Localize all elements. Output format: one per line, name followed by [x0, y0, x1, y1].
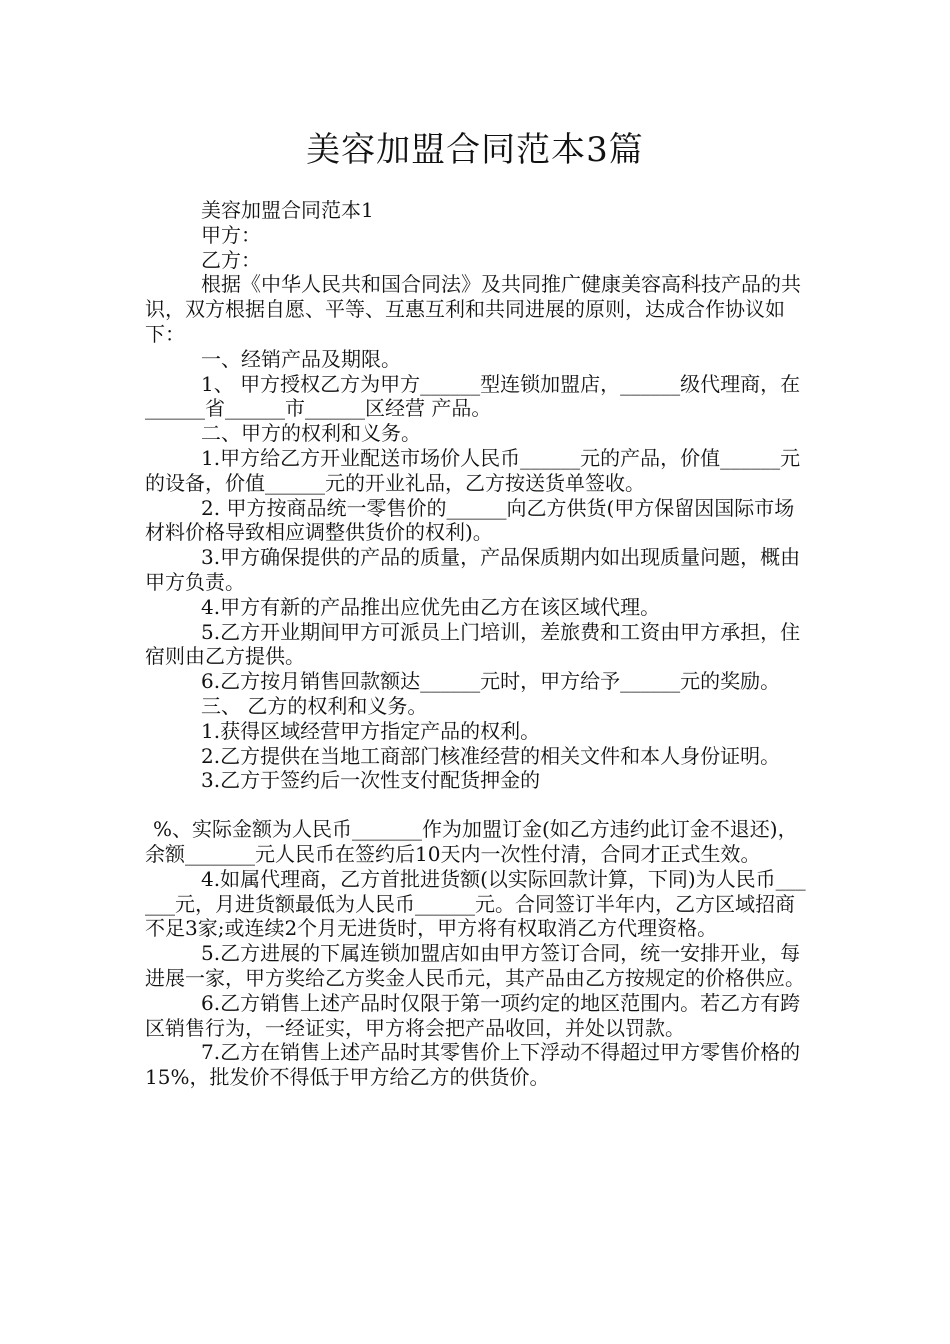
clause-heading-2: 二、甲方的权利和义务。 — [201, 421, 421, 446]
clause-2-6: 6.乙方按月销售回款额达______元时，甲方给予______元的奖励。 — [201, 669, 781, 694]
clause-heading-3: 三、 乙方的权利和义务。 — [201, 693, 428, 718]
clause-1-1: 1、 甲方授权乙方为甲方______型连锁加盟店，______级代理商，在______省______市______区经营 产品。 — [145, 371, 801, 421]
clause-2-5: 5.乙方开业期间甲方可派员上门培训，差旅费和工资由甲方承担，住宿则由乙方提供。 — [145, 619, 801, 669]
clause-3-1: 1.获得区域经营甲方指定产品的权利。 — [201, 718, 541, 743]
clause-3-3-continued: %、实际金额为人民币_______作为加盟订金(如乙方违约此订金不退还)，余额_______元人民币在签约后10天内一次性付清，合同才正式生效。 — [145, 817, 798, 866]
clause-2-3: 3.甲方确保提供的产品的质量，产品保质期内如出现质量问题，概由甲方负责。 — [145, 545, 801, 594]
clause-2-1: 1.甲方给乙方开业配送市场价人民币______元的产品，价值______元的设备，价值______元的开业礼品，乙方按送货单签收。 — [145, 445, 801, 495]
party-a-line: 甲方： — [201, 222, 261, 247]
clause-3-6: 6.乙方销售上述产品时仅限于第一项约定的地区范围内。若乙方有跨区销售行为，一经证实，甲方将会把产品收回，并处以罚款。 — [145, 990, 801, 1040]
clause-3-2: 2.乙方提供在当地工商部门核准经营的相关文件和本人身份证明。 — [201, 743, 781, 768]
section-heading-contract-1: 美容加盟合同范本1 — [201, 198, 374, 222]
clause-2-2: 2. 甲方按商品统一零售价的______向乙方供货(甲方保留因国际市场材料价格导致相应调整供货价的权利)。 — [145, 495, 795, 545]
clause-3-3: 3.乙方于签约后一次性支付配货押金的 — [201, 768, 541, 793]
clause-heading-1: 一、经销产品及期限。 — [201, 346, 401, 371]
clause-3-7: 7.乙方在销售上述产品时其零售价上下浮动不得超过甲方零售价格的15%，批发价不得低于甲方给乙方的供货价。 — [145, 1040, 801, 1090]
clause-2-4: 4.甲方有新的产品推出应优先由乙方在该区域代理。 — [201, 594, 661, 619]
preamble-paragraph: 根据《中华人民共和国合同法》及共同推广健康美容高科技产品的共识，双方根据自愿、平等、互惠互利和共同进展的原则，达成合作协议如下： — [145, 272, 801, 346]
party-b-line: 乙方： — [201, 247, 261, 272]
clause-3-4: 4.如属代理商，乙方首批进货额(以实际回款计算，下同)为人民币______元，月进货额最低为人民币______元。合同签订半年内，乙方区域招商不足3家;或连续2个月无进货时，甲方将有权取消乙方代理资格。 — [145, 866, 806, 941]
document-body — [145, 198, 810, 1090]
document-title: 美容加盟合同范本3篇 — [306, 130, 644, 170]
clause-3-5: 5.乙方进展的下属连锁加盟店如由甲方签订合同，统一安排开业，每进展一家，甲方奖给乙方奖金人民币元，其产品由乙方按规定的价格供应。 — [145, 941, 805, 990]
